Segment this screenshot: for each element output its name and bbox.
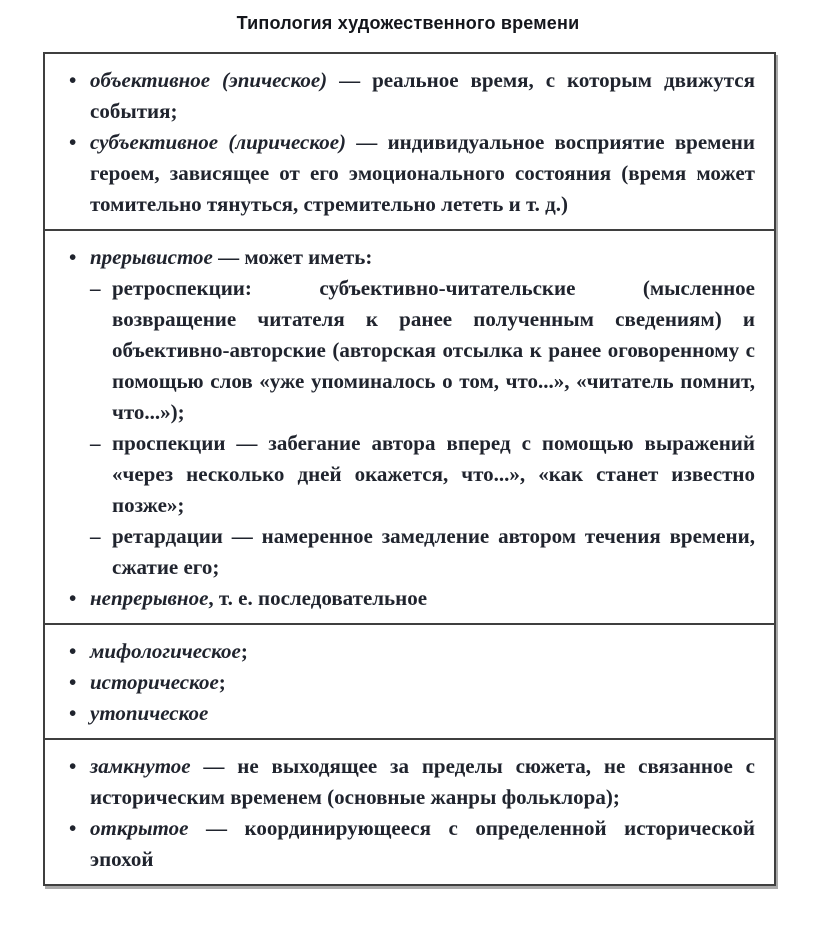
- term-text: замкнутое: [90, 754, 191, 778]
- sub-list-item: [69, 273, 755, 428]
- bullet-list-item: [69, 751, 755, 813]
- item-text: — координирующееся с определенной исторической эпохой: [90, 816, 755, 871]
- page-title: Типология художественного времени: [236, 13, 580, 33]
- sub-list-item: [69, 428, 755, 521]
- item-text: — реальное время, с которым движутся события;: [90, 68, 755, 123]
- dash-marker: –: [90, 431, 101, 455]
- dash-marker: –: [90, 524, 101, 548]
- table-row: [45, 54, 774, 231]
- term-text: историческое: [90, 670, 219, 694]
- bullet-marker: •: [69, 245, 77, 269]
- bullet-marker: •: [69, 670, 77, 694]
- bullet-marker: •: [69, 754, 77, 778]
- bullet-list-item: [69, 667, 755, 698]
- table-row: [45, 231, 774, 625]
- dash-marker: –: [90, 276, 101, 300]
- term-text: прерывистое: [90, 245, 213, 269]
- bullet-list-item: [69, 65, 755, 127]
- bullet-marker: •: [69, 816, 77, 840]
- item-text: ретроспекции: субъективно-читательские (мысленное возвращение читателя к ранее полученным сведениям) и объективно-авторские (авторская отсылка к ранее оговоренному с помощью слов «уже упоминалось о том, что...», «читатель помнит, что...»);: [112, 276, 755, 424]
- table-row: [45, 740, 774, 884]
- table-row: [45, 625, 774, 740]
- item-text: ;: [218, 670, 226, 694]
- item-text: — может иметь:: [212, 245, 373, 269]
- sub-list-item: [69, 521, 755, 583]
- item-text: — индивидуальное восприятие времени героем, зависящее от его эмоционального состояния (время может томительно тянуться, стремительно лететь и т. д.): [90, 130, 755, 216]
- item-text: ретардации — намеренное замедление автором течения времени, сжатие его;: [112, 524, 755, 579]
- item-text: , т. е. последовательное: [208, 586, 428, 610]
- typology-table: [43, 52, 776, 886]
- bullet-list-item: [69, 636, 755, 667]
- bullet-list-item: [69, 242, 755, 273]
- term-text: мифологическое: [90, 639, 241, 663]
- bullet-marker: •: [69, 701, 77, 725]
- bullet-list-item: [69, 127, 755, 220]
- item-text: — не выходящее за пределы сюжета, не связанное с историческим временем (основные жанры фольклора);: [90, 754, 755, 809]
- bullet-marker: •: [69, 586, 77, 610]
- item-text: ;: [240, 639, 248, 663]
- term-text: объективное (эпическое): [90, 68, 328, 92]
- term-text: утопическое: [90, 701, 209, 725]
- bullet-marker: •: [69, 639, 77, 663]
- item-text: проспекции — забегание автора вперед с помощью выражений «через несколько дней окажется, что...», «как станет известно позже»;: [112, 431, 755, 517]
- term-text: открытое: [90, 816, 189, 840]
- bullet-marker: •: [69, 68, 77, 92]
- bullet-list-item: [69, 698, 755, 729]
- term-text: субъективное (лирическое): [90, 130, 347, 154]
- term-text: непрерывное: [90, 586, 209, 610]
- bullet-marker: •: [69, 130, 77, 154]
- bullet-list-item: [69, 583, 755, 614]
- bullet-list-item: [69, 813, 755, 875]
